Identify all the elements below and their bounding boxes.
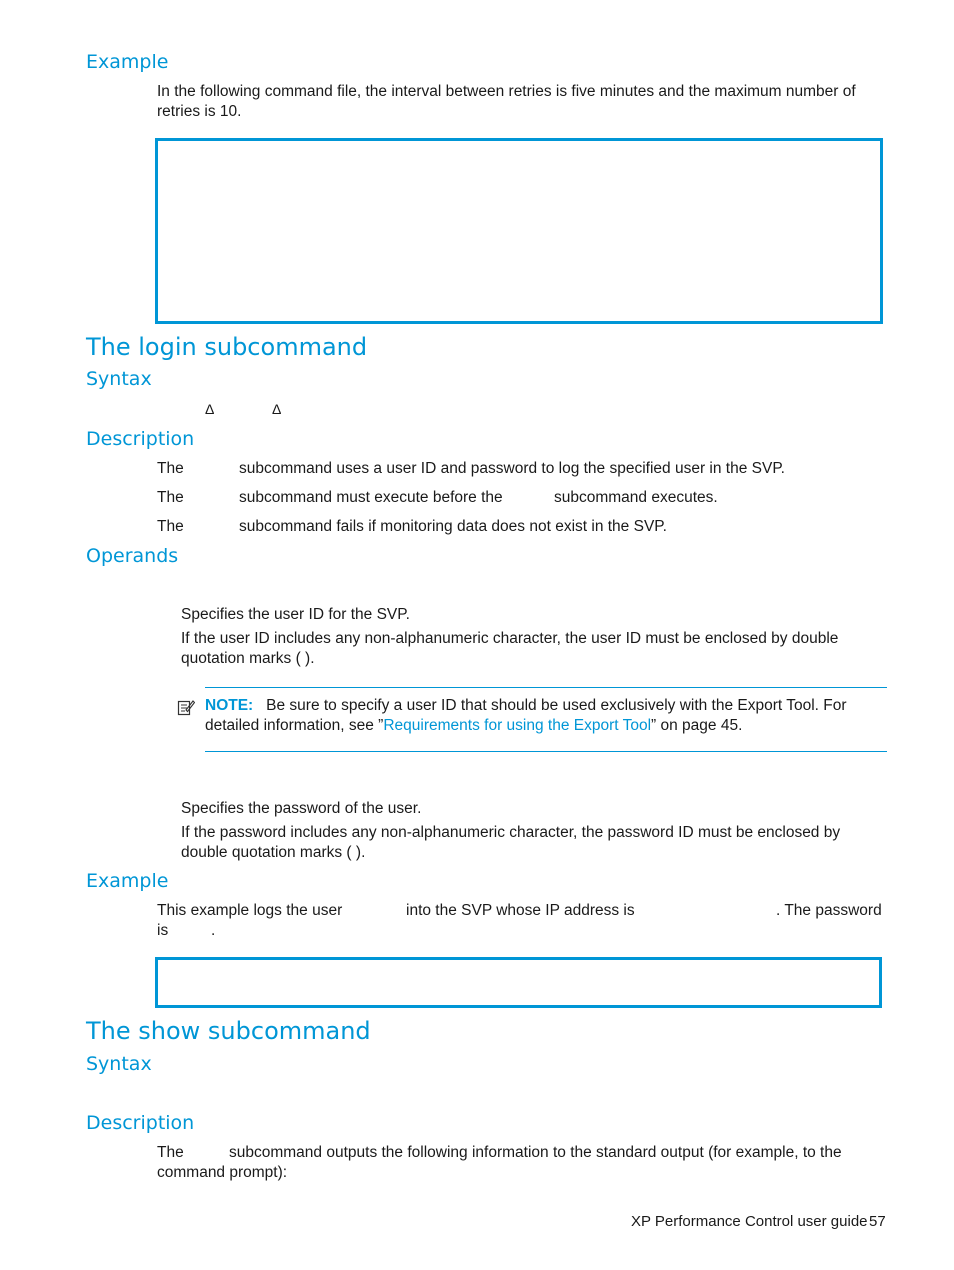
desc-line1-the: The — [157, 460, 184, 477]
operands-heading: Operands — [86, 545, 179, 567]
desc-line3-text: subcommand fails if monitoring data does not exist in the SVP. — [239, 518, 667, 535]
note-bottom-rule — [205, 751, 887, 752]
example-paragraph-line1: In the following command file, the interval between retries is five minutes and the maximum number of — [157, 83, 856, 100]
page-number: 57 — [869, 1213, 886, 1230]
login-description-heading: Description — [86, 428, 195, 450]
note-text-line2-pre: detailed information, see ” — [205, 717, 384, 734]
operand-userid-description: Specifies the user ID for the SVP. — [181, 606, 410, 623]
note-top-rule — [205, 687, 887, 688]
show-desc-the: The — [157, 1144, 184, 1161]
desc-line3-the: The — [157, 518, 184, 535]
example-heading: Example — [86, 51, 169, 73]
operand-userid-detail-line1: If the user ID includes any non-alphanumeric character, the user ID must be enclosed by double — [181, 630, 839, 647]
show-syntax-heading: Syntax — [86, 1053, 152, 1075]
example-paragraph-line2: retries is 10. — [157, 103, 242, 120]
note-line2 — [205, 716, 742, 736]
note-line1 — [205, 696, 847, 716]
code-block-command-file — [155, 138, 883, 324]
desc-line2-post: subcommand executes. — [554, 489, 718, 506]
footer-title: XP Performance Control user guide — [631, 1213, 868, 1230]
operand-password-description: Specifies the password of the user. — [181, 800, 422, 817]
login-example-text-a: This example logs the user — [157, 902, 343, 919]
show-desc-line2: command prompt): — [157, 1164, 288, 1181]
note-text-line2-post: ” on page 45. — [651, 717, 743, 734]
login-example-heading: Example — [86, 870, 169, 892]
login-subcommand-title: The login subcommand — [86, 333, 368, 361]
login-example-text-b: into the SVP whose IP address is — [406, 902, 635, 919]
operand-password-detail-line2: double quotation marks ( ). — [181, 844, 366, 861]
code-block-login-example — [155, 957, 882, 1008]
requirements-link[interactable]: Requirements for using the Export Tool — [383, 717, 652, 734]
show-description-heading: Description — [86, 1112, 195, 1134]
syntax-delta-symbol-1: Δ — [205, 401, 215, 417]
login-example-text-d: is — [157, 922, 169, 939]
show-desc-line1: subcommand outputs the following information to the standard output (for example, to the — [229, 1144, 842, 1161]
syntax-delta-symbol-2: Δ — [272, 401, 282, 417]
note-label: NOTE: — [205, 697, 254, 714]
operand-password-detail-line1: If the password includes any non-alphanumeric character, the password ID must be enclosed by — [181, 824, 841, 841]
desc-line1-text: subcommand uses a user ID and password to log the specified user in the SVP. — [239, 460, 785, 477]
operand-userid-detail-line2: quotation marks ( ). — [181, 650, 315, 667]
login-example-text-c: . The password — [776, 902, 882, 919]
login-example-text-e: . — [211, 922, 216, 939]
desc-line2-mid: subcommand must execute before the — [239, 489, 503, 506]
desc-line2-the: The — [157, 489, 184, 506]
show-subcommand-title: The show subcommand — [86, 1017, 371, 1045]
login-syntax-heading: Syntax — [86, 368, 152, 390]
note-text-line1: Be sure to specify a user ID that should be used exclusively with the Export Tool. For — [266, 697, 847, 714]
note-icon — [177, 698, 195, 716]
